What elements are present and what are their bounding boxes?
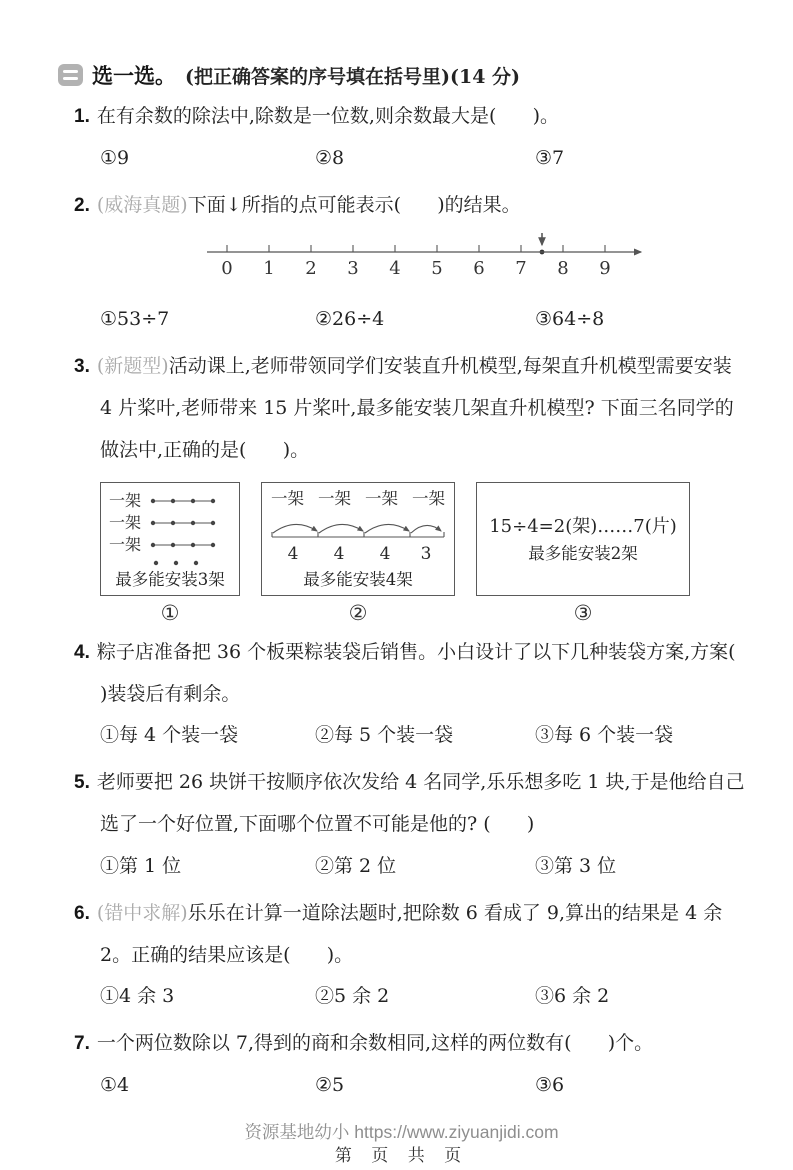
section-subtitle: (把正确答案的序号填在括号里)(14 分) bbox=[185, 65, 521, 88]
segment-value: 4 bbox=[379, 544, 391, 565]
question-body: 一个两位数除以 7,得到的商和余数相同,这样的两位数有( )个。 bbox=[96, 1032, 654, 1055]
question-number: 6. bbox=[74, 902, 90, 924]
option-2: ②26÷4 bbox=[315, 308, 385, 331]
tick-label: 1 bbox=[263, 258, 275, 280]
option-2: ②5 bbox=[315, 1074, 345, 1096]
hop-label: 一架 bbox=[412, 488, 445, 508]
dot-diagram-box bbox=[100, 482, 240, 596]
segment-value: 4 bbox=[333, 544, 345, 565]
pointer-arrow-icon bbox=[540, 233, 545, 254]
option-2: ②每 5 个装一袋 bbox=[315, 724, 454, 747]
question-2-options bbox=[58, 300, 745, 340]
question-body: 活动课上,老师带领同学们安装直升机模型,每架直升机模型需要安装 4 片桨叶,老师带来 15 片桨叶,最多能安装几架直升机模型? 下面三名同学的做法中,正确的是( )。 bbox=[100, 355, 738, 461]
footer-page-info: 第 页 共 页 bbox=[334, 1146, 469, 1167]
option-3: ③6 bbox=[535, 1074, 565, 1096]
diagram-option-1 bbox=[100, 482, 240, 626]
tick-label: 2 bbox=[305, 258, 317, 280]
question-4-text bbox=[58, 632, 772, 716]
question-number: 4. bbox=[74, 641, 90, 663]
diagram-option-2 bbox=[261, 482, 455, 626]
option-1: ①4 bbox=[100, 1074, 130, 1096]
question-6-options bbox=[58, 977, 745, 1017]
tick-label: 8 bbox=[557, 258, 569, 280]
question-7-options bbox=[58, 1066, 745, 1106]
diagram-label: ① bbox=[160, 600, 180, 625]
option-1: ①9 bbox=[100, 146, 130, 169]
row-label: 一架 bbox=[109, 512, 142, 532]
question-body: 下面↓所指的点可能表示( )的结果。 bbox=[187, 193, 521, 216]
division-formula: 15÷4=2(架)……7(片) bbox=[489, 515, 677, 537]
option-2: ②第 2 位 bbox=[315, 854, 397, 877]
question-type-tag: (新题型) bbox=[96, 355, 169, 378]
number-line bbox=[205, 230, 745, 298]
question-body: 粽子店准备把 36 个板栗粽装袋后销售。小白设计了以下几种装袋方案,方案( )装袋后有剩余。 bbox=[96, 640, 772, 705]
question-number: 1. bbox=[74, 106, 90, 127]
question-5-options bbox=[58, 847, 745, 887]
question-2-text bbox=[58, 185, 745, 227]
tick-label: 6 bbox=[473, 258, 485, 280]
dot-line-icon bbox=[150, 496, 216, 506]
question-body: 老师要把 26 块饼干按顺序依次发给 4 名同学,乐乐想多吃 1 块,于是他给自己选了一个好位置,下面哪个位置不可能是他的? ( ) bbox=[96, 771, 745, 836]
diagram-caption: 最多能安装3架 bbox=[115, 569, 225, 589]
question-1 bbox=[58, 96, 745, 179]
option-3: ③6 余 2 bbox=[535, 985, 610, 1008]
tick-label: 3 bbox=[347, 258, 359, 280]
dot-line-icon bbox=[150, 540, 216, 550]
question-body: 乐乐在计算一道除法题时,把除数 6 看成了 9,算出的结果是 4 余 2。正确的结果应该是( )。 bbox=[100, 901, 729, 966]
diagram-label: ② bbox=[348, 600, 368, 625]
hop-arcs-icon bbox=[270, 513, 446, 539]
diagram-caption: 最多能安装2架 bbox=[528, 544, 638, 564]
diagram-option-3 bbox=[476, 482, 690, 626]
section-two-badge-icon bbox=[58, 64, 83, 86]
page-footer bbox=[58, 1120, 745, 1170]
option-1: ①第 1 位 bbox=[100, 854, 182, 877]
question-3 bbox=[58, 346, 745, 626]
section-header bbox=[58, 60, 745, 90]
option-2: ②8 bbox=[315, 146, 345, 169]
option-3: ③7 bbox=[535, 146, 565, 169]
question-3-diagrams bbox=[100, 482, 745, 626]
question-3-text bbox=[58, 346, 745, 471]
tick-label: 5 bbox=[431, 258, 443, 280]
question-number: 3. bbox=[74, 356, 90, 378]
tick-label: 9 bbox=[599, 258, 611, 280]
hop-label: 一架 bbox=[365, 488, 398, 508]
segment-value: 3 bbox=[420, 544, 432, 565]
segment-value: 4 bbox=[287, 544, 299, 565]
leftover-dots-icon bbox=[153, 556, 231, 570]
question-type-tag: (错中求解) bbox=[96, 901, 188, 924]
question-source-tag: (威海真题) bbox=[96, 193, 188, 216]
hop-label: 一架 bbox=[318, 488, 351, 508]
option-3: ③第 3 位 bbox=[535, 854, 617, 877]
question-body: 在有余数的除法中,除数是一位数,则余数最大是( )。 bbox=[96, 105, 560, 127]
question-2 bbox=[58, 185, 745, 340]
diagram-label: ③ bbox=[573, 600, 593, 625]
option-1: ①53÷7 bbox=[100, 308, 170, 331]
hop-diagram-box bbox=[261, 482, 455, 596]
formula-box bbox=[476, 482, 690, 596]
question-6 bbox=[58, 893, 745, 1017]
section-title: 选一选。 bbox=[92, 63, 176, 88]
diagram-caption: 最多能安装4架 bbox=[303, 569, 413, 589]
option-1: ①每 4 个装一袋 bbox=[100, 724, 239, 747]
option-1: ①4 余 3 bbox=[100, 985, 175, 1008]
option-3: ③每 6 个装一袋 bbox=[535, 724, 674, 747]
question-4 bbox=[58, 632, 772, 756]
dot-line-icon bbox=[150, 518, 216, 528]
question-6-text bbox=[58, 893, 745, 977]
option-2: ②5 余 2 bbox=[315, 985, 390, 1008]
question-5-text bbox=[58, 762, 745, 846]
question-7 bbox=[58, 1023, 745, 1106]
tick-label: 7 bbox=[515, 258, 527, 280]
option-3: ③64÷8 bbox=[535, 308, 605, 331]
footer-source-link[interactable]: 资源基地幼小 https://www.ziyuanjidi.com bbox=[244, 1121, 559, 1142]
question-number: 7. bbox=[74, 1033, 90, 1055]
question-7-text bbox=[58, 1023, 745, 1065]
row-label: 一架 bbox=[109, 534, 142, 554]
row-label: 一架 bbox=[109, 490, 142, 510]
hop-label: 一架 bbox=[271, 488, 304, 508]
tick-label: 0 bbox=[221, 258, 233, 280]
tick-label: 4 bbox=[389, 258, 401, 280]
question-1-text bbox=[58, 96, 745, 138]
question-1-options bbox=[58, 139, 745, 179]
question-number: 2. bbox=[74, 194, 90, 216]
question-4-options bbox=[58, 716, 745, 756]
question-number: 5. bbox=[74, 772, 90, 794]
question-5 bbox=[58, 762, 745, 886]
